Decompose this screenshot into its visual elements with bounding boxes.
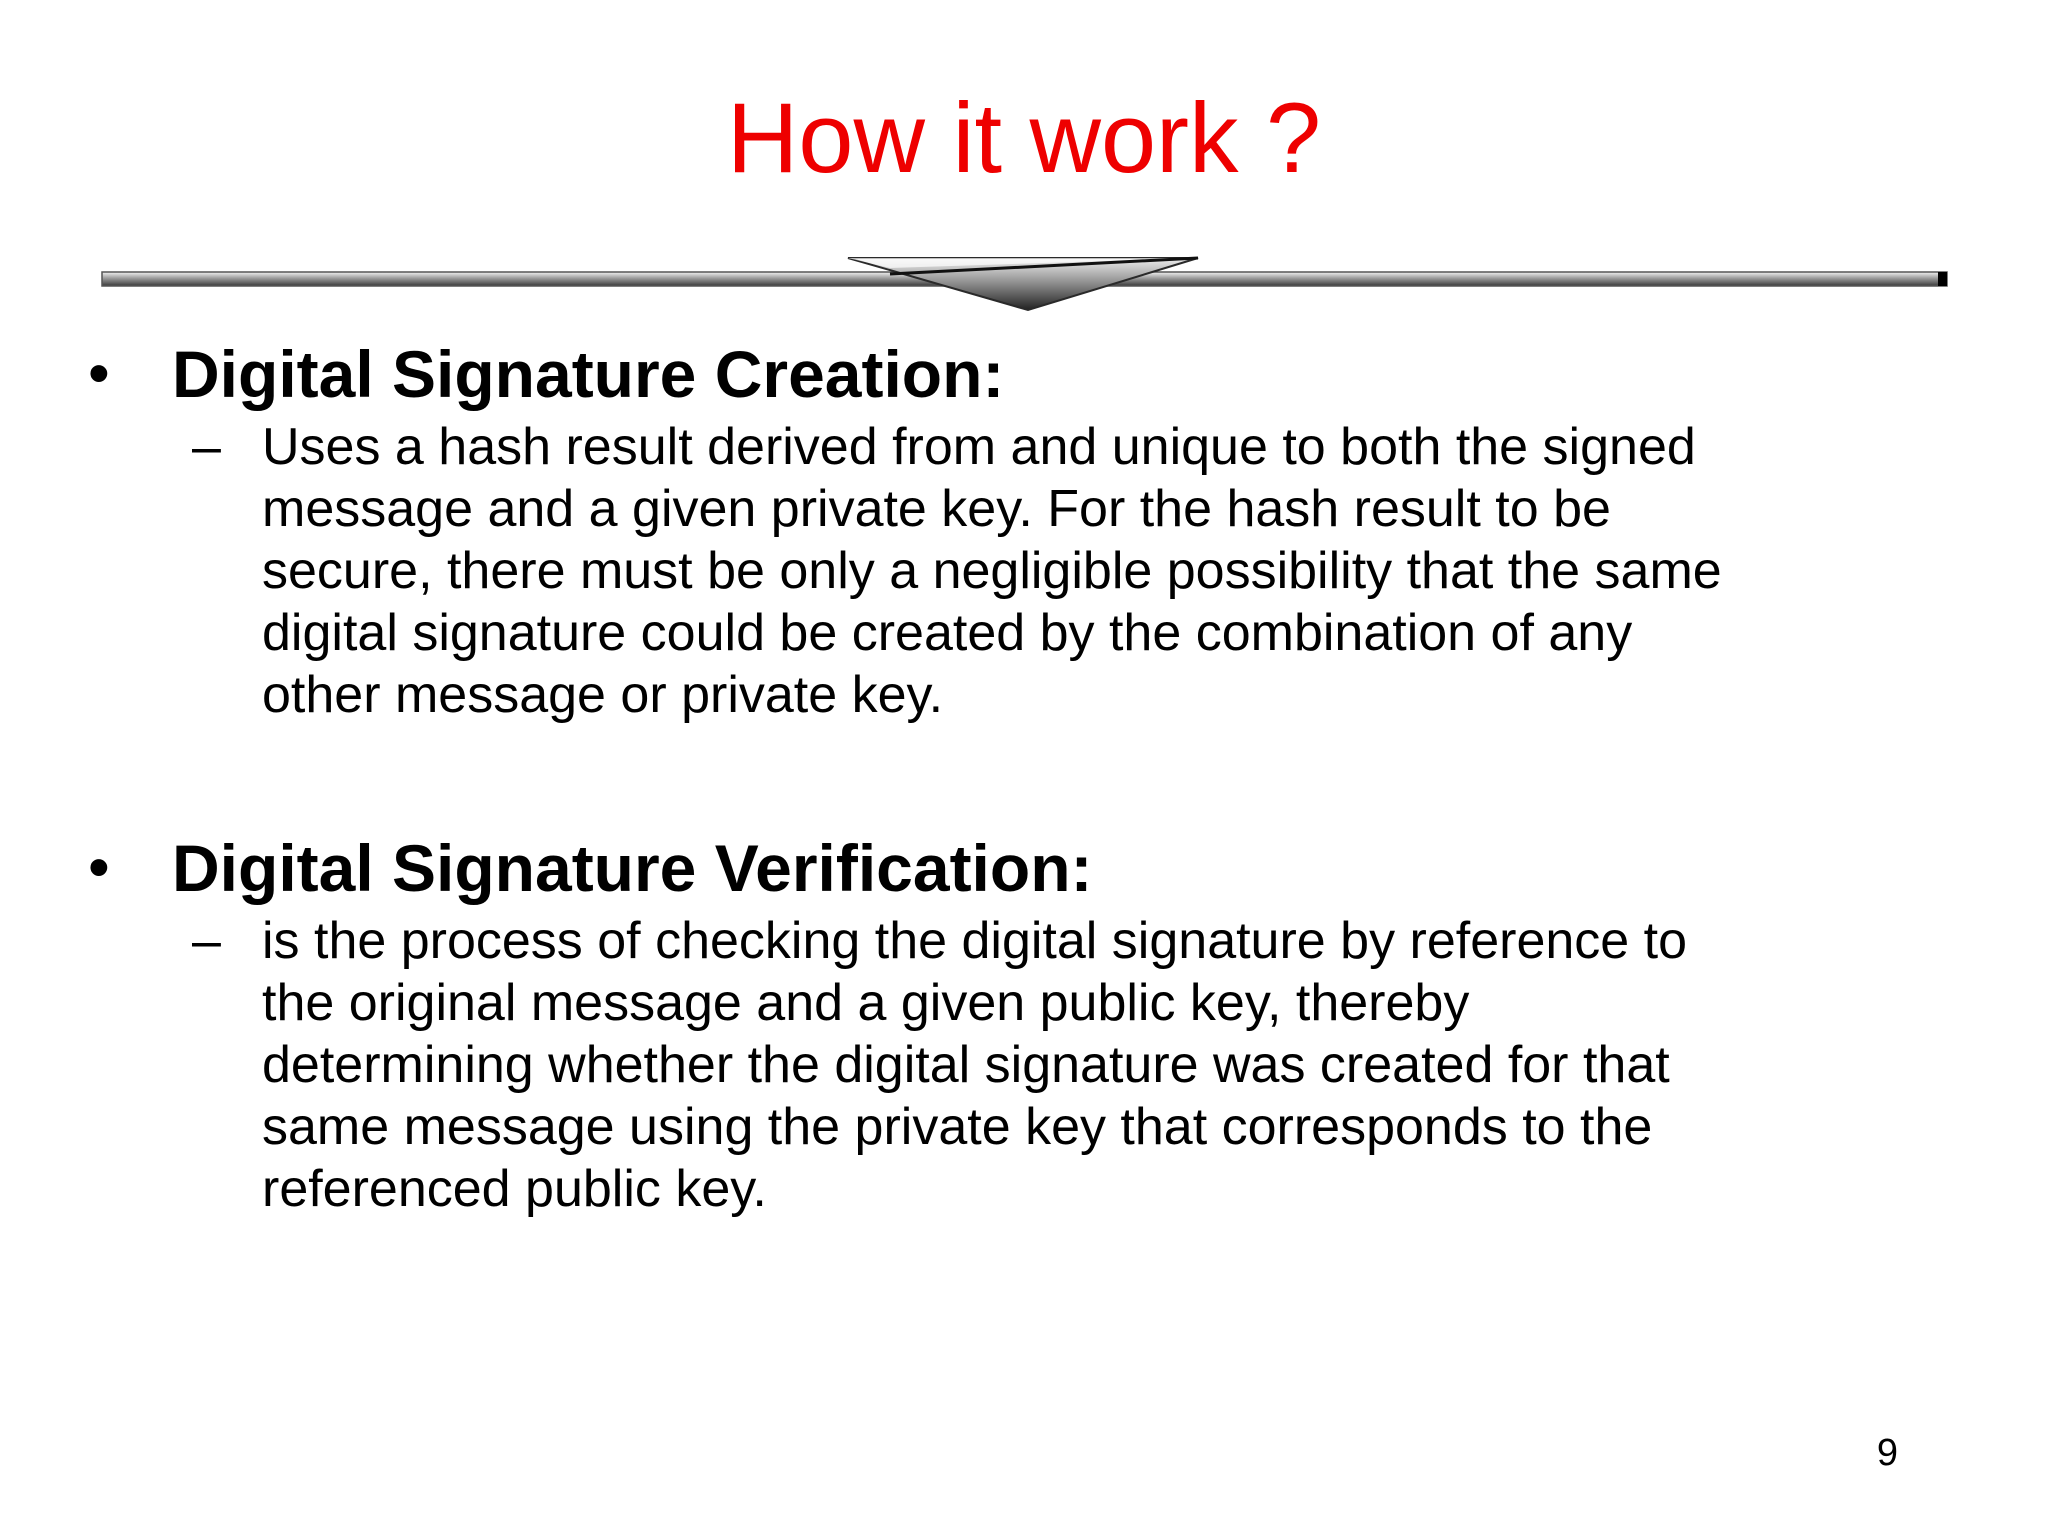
bullet-creation — [88, 334, 1982, 726]
sub-bullet — [88, 416, 1982, 726]
bullet-verification — [88, 828, 1982, 1220]
sub-bullet-text: Uses a hash result derived from and unique to both the signed message and a given private key. For the hash result to be secure, there must be only a negligible possibility that the same digital signature could be created by the combination of any other message or private key. — [262, 418, 1722, 724]
slide-title: How it work ? — [726, 82, 1322, 193]
bullet-dot: • — [88, 339, 110, 408]
sub-bullet — [88, 910, 1982, 1220]
page-number: 9 — [1876, 1432, 1898, 1474]
title-divider-icon — [100, 250, 1950, 320]
sub-bullet-dash: – — [192, 912, 221, 970]
bullet-dot: • — [88, 833, 110, 902]
bullet-heading: Digital Signature Creation: — [172, 337, 1005, 411]
sub-bullet-dash: – — [192, 418, 221, 476]
bullet-heading: Digital Signature Verification: — [172, 831, 1093, 905]
sub-bullet-text: is the process of checking the digital signature by reference to the original message and a given public key, thereby determining whether the digital signature was created for that same message using the private key that corresponds to the referenced public key. — [262, 912, 1688, 1218]
